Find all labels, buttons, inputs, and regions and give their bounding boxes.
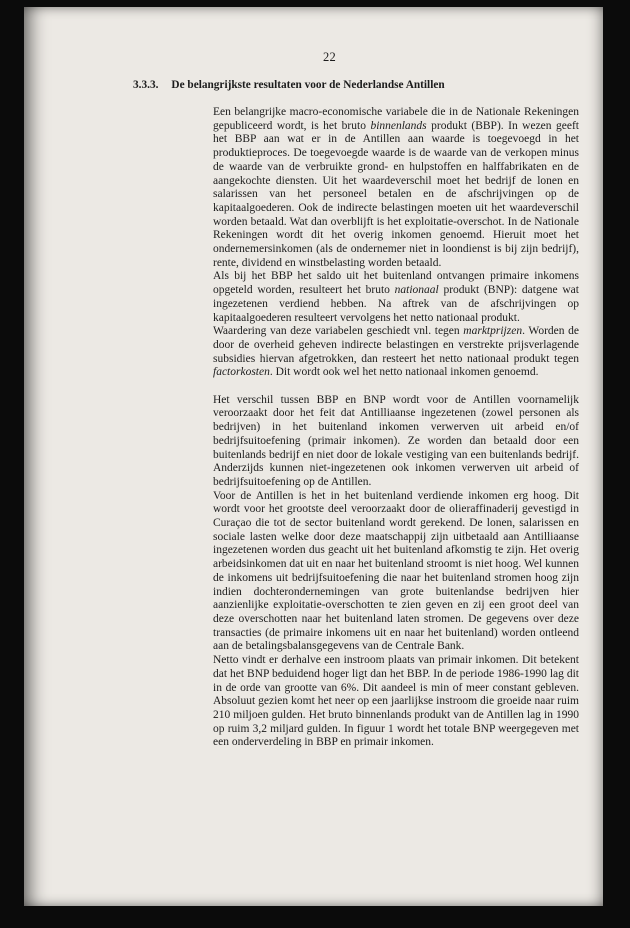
text-run: Het verschil tussen BBP en BNP wordt voor de Antillen voornamelijk veroorzaakt door het feit dat Antilliaanse ingezetenen (zowel personen als bedrijven) in het buitenland inkomen verwerven uit arbeid en/of bedrijfsuitoefening (primair inkomen). Ze worden dan betaald door een buitenlands bedrijf en niet door de lokale vestiging van een buitenlands bedrijf. Anderzijds kunnen niet-ingezetenen ook inkomen verwerven uit arbeid of bedrijfsuitoefening op de Antillen. <box>213 393 579 488</box>
text-run: factorkosten <box>213 366 270 379</box>
section-heading <box>133 79 445 91</box>
text-run: nationaal <box>394 284 439 297</box>
text-run: marktprijzen <box>463 325 523 338</box>
paragraph <box>213 270 579 325</box>
text-run: Netto vindt er derhalve een instroom plaats van primair inkomen. Dit betekent dat het BNP beduidend hoger ligt dan het BBP. In de periode 1986-1990 lag dit in de orde van grootte van 6%. Dit aandeel is min of meer constant gebleven. Absoluut gezien komt het neer op een jaarlijkse instroom die groeide naar ruim 210 miljoen gulden. Het bruto binnenlands produkt van de Antillen lag in 1990 op ruim 3,2 miljard gulden. In figuur 1 wordt het totale BNP weergegeven met een onderverdeling in BBP en primair inkomen. <box>213 654 579 749</box>
text-run: produkt (BBP). In wezen geeft het BBP aan wat er in de Antillen aan waarde is toegevoegd in het produktieproces. De toegevoegde waarde is de waarde van de verkopen minus de waarde van de verbruikte grond- en hulpstoffen en halffabrikaten en de aangekochte diensten. Uit het waardeverschil moet het bedrijf de lonen en salarissen van het personeel betalen en de afschrijvingen op de kapitaalgoederen. Ook de indirecte belastingen moeten uit het waardeverschil worden betaald. Wat dan overblijft is het exploitatie-overschot. In de Nationale Rekeningen wordt dit het overig inkomen genoemd. Hieruit moet het ondernemersinkomen (als de ondernemer niet in loondienst is bij zijn bedrijf), rente, dividend en winstbelasting worden betaald. <box>213 119 579 269</box>
paragraph <box>213 106 579 270</box>
text-run: Een belangrijke macro-economische variabele die in de Nationale Rekeningen gepubliceerd wordt, is het bruto <box>213 106 579 132</box>
text-run: Waardering van deze variabelen geschiedt vnl. tegen <box>213 325 464 338</box>
body-text <box>213 106 579 750</box>
page-number: 22 <box>323 50 337 64</box>
text-run: Als bij het BBP het saldo uit het buitenland ontvangen primaire inkomens opgeteld worden, resulteert het bruto <box>213 270 579 297</box>
section-title: De belangrijkste resultaten voor de Nederlandse Antillen <box>171 79 445 91</box>
text-run: produkt (BNP): datgene wat ingezetenen verdiend hebben. Na aftrek van de afschrijvingen op kapitaalgoederen resulteert vervolgens het netto nationaal produkt. <box>213 284 579 324</box>
paragraph <box>213 325 579 380</box>
text-run: . Dit wordt ook wel het netto nationaal inkomen genoemd. <box>269 366 539 379</box>
paragraph <box>213 654 579 750</box>
paragraph <box>213 490 579 654</box>
section-number: 3.3.3. <box>133 79 159 91</box>
text-run: binnenlands <box>370 119 427 132</box>
paragraph <box>213 394 579 490</box>
text-run: . Worden de door de overheid geheven indirecte belastingen en verstrekte prijsverlagende subsidies hiervan afgetrokken, dan resteert het netto nationaal produkt tegen <box>213 325 579 365</box>
document-page <box>24 7 603 906</box>
text-run: Voor de Antillen is het in het buitenland verdiende inkomen erg hoog. Dit wordt voor het grootste deel veroorzaakt door de olieraffinaderij gevestigd in Curaçao die tot de sector buitenland wordt gerekend. De lonen, salarissen en sociale lasten welke door deze maatschappij zijn uitbetaald aan Antilliaanse ingezetenen worden dus geacht uit het buitenland afkomstig te zijn. Het overig arbeidsinkomen dat uit en naar het buitenland stroomt is niet hoog. Wel kunnen de inkomens uit bedrijfsuitoefening die naar het buitenland stromen hoog zijn indien dochterondernemingen van grote buitenlandse bedrijven hier aanzienlijke exploitatie-overschotten te zien geven en zij een groot deel van deze overschotten naar het buitenland laten stromen. De gegevens over deze transacties (de primaire inkomens uit en naar het buitenland) worden ontleend aan de betalingsbalansgegevens van de Centrale Bank. <box>213 489 579 653</box>
